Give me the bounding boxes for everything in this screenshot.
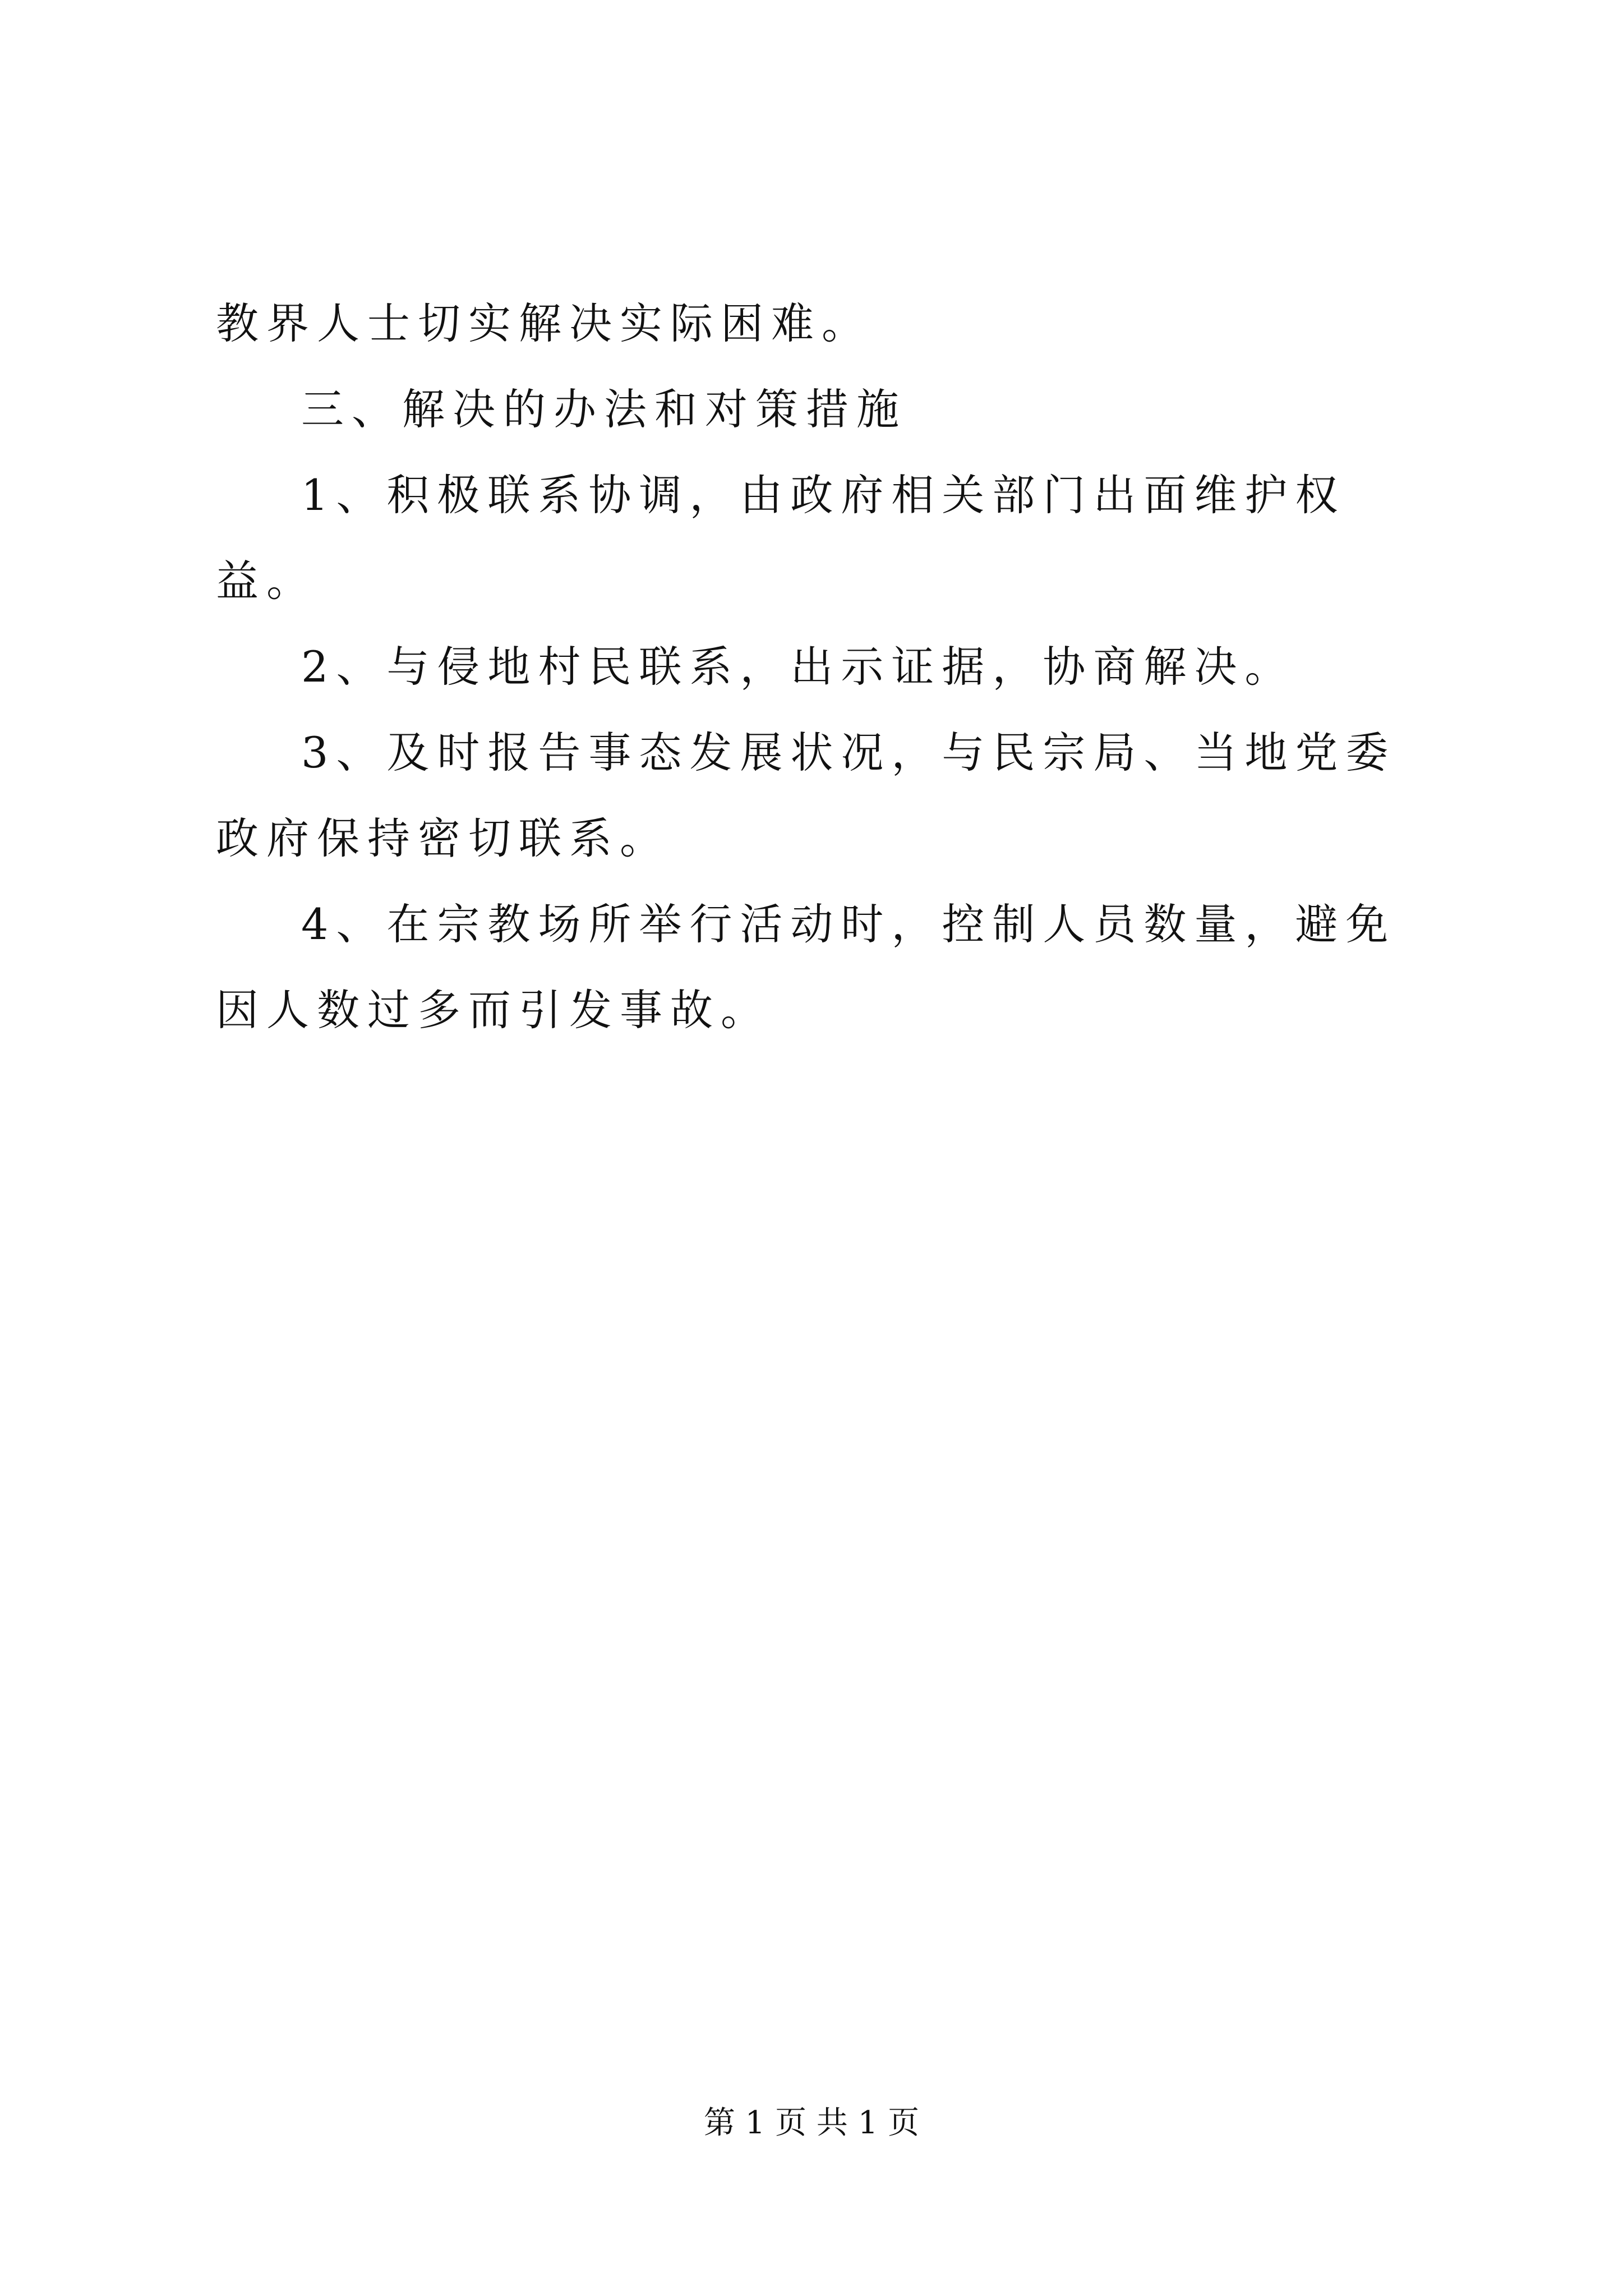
list-item-3: 3、及时报告事态发展状况，与民宗局、当地党委政府保持密切联系。	[216, 728, 1396, 863]
page-footer: 第 1 页 共 1 页	[703, 2105, 920, 2141]
list-item-2: 2、与侵地村民联系，出示证据，协商解决。	[301, 642, 1295, 692]
document-body	[216, 280, 1427, 1053]
section-heading: 三、解决的办法和对策措施	[301, 384, 907, 434]
paragraph-continuation: 教界人士切实解决实际困难。	[216, 298, 872, 348]
list-item-1: 1、积极联系协调，由政府相关部门出面维护权益。	[216, 470, 1346, 606]
list-item-4: 4、在宗教场所举行活动时，控制人员数量，避免因人数过多而引发事故。	[216, 899, 1396, 1035]
